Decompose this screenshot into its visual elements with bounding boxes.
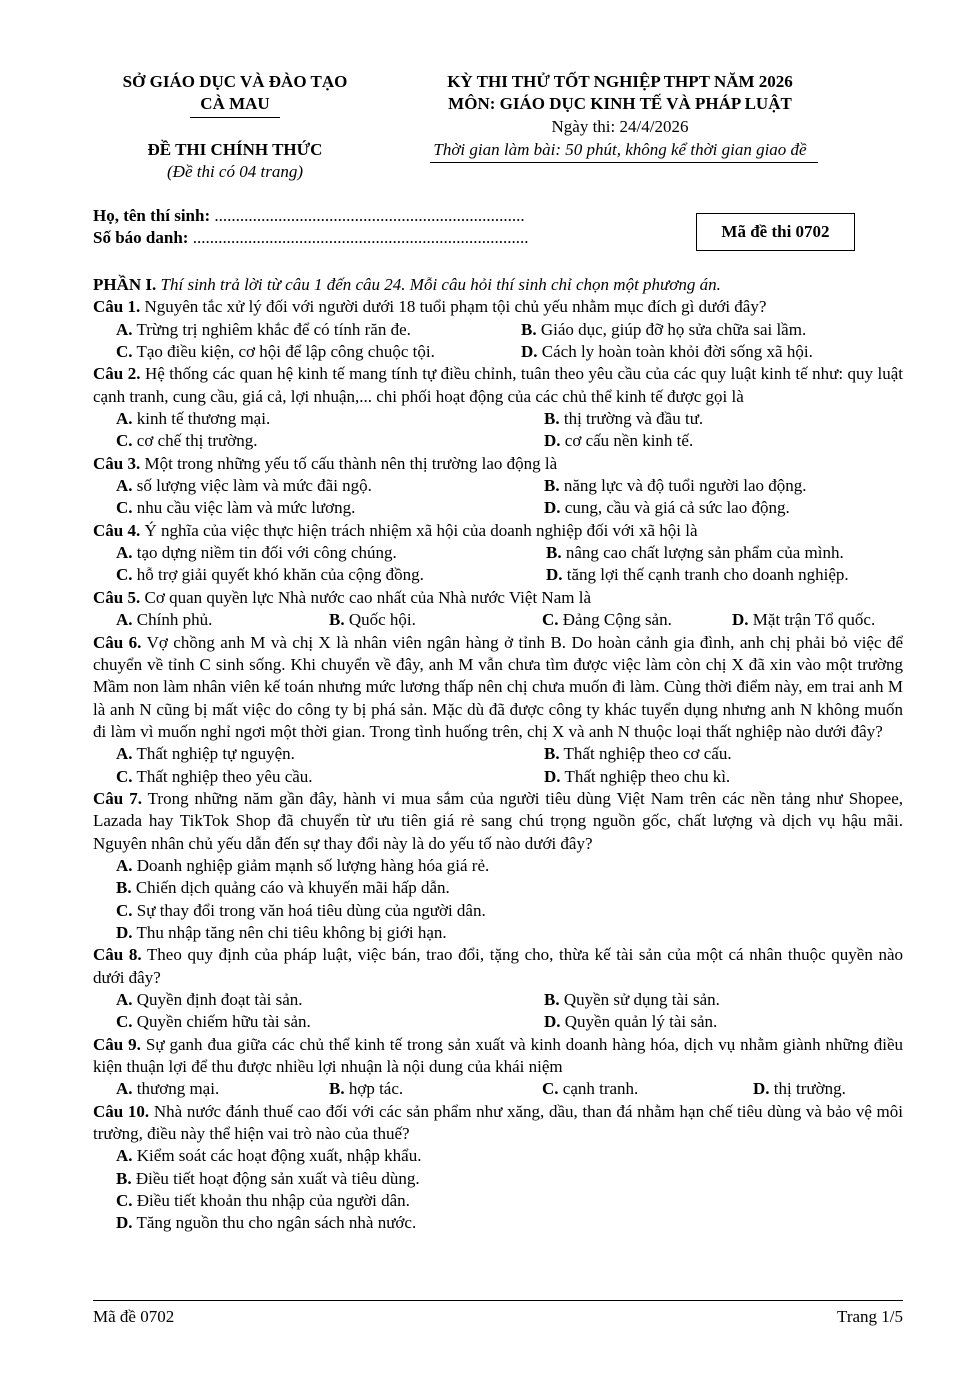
option-c (93, 766, 518, 788)
option-text: nhu cầu việc làm và mức lương. (132, 498, 356, 518)
option-text: cung, cầu và giá cả sức lao động. (560, 498, 790, 518)
question-text: Trong những năm gần đây, hành vi mua sắm của người tiêu dùng Việt Nam trên các nền tảng như Shopee, Lazada hay TikTok Shop đã chuyển từ ưu tiên giá rẻ sang chú trọng nguồn gốc, chất lượng và dịch vụ hậu mãi. Nguyên nhân chủ yếu dẫn đến sự thay đổi này là do yếu tố nào dưới đây? (93, 788, 903, 853)
option-letter: A. (116, 990, 133, 1009)
option-letter: D. (546, 565, 563, 585)
option-text: Thất nghiệp theo yêu cầu. (132, 766, 313, 786)
header-left-rule (190, 117, 280, 118)
exam-date: Ngày thi: 24/4/2026 (551, 117, 689, 136)
options-grid (93, 475, 903, 520)
option-text: kinh tế thương mại. (132, 409, 271, 429)
question-4 (93, 520, 903, 542)
option-d (518, 564, 903, 586)
options-grid (93, 989, 903, 1034)
option-text: Quyền sử dụng tài sản. (559, 990, 720, 1009)
options-grid (93, 408, 903, 453)
question-label: Câu 8. (93, 945, 142, 965)
option-d (518, 497, 903, 519)
option-letter: C. (116, 1191, 133, 1211)
question-text: Vợ chồng anh M và chị X là nhân viên ngân hàng ở tỉnh B. Do hoàn cảnh gia đình, anh chị phải bỏ việc để chuyển về tỉnh C sinh sống. Khi chuyển về đây, anh M vẫn chưa tìm được việc làm còn chị X đã xin vào một trường Mầm non làm nhân viên kế toán nhưng mức lương thấp nên chị chưa muốn đi làm. Cùng thời điểm này, em trai anh M là anh N cũng bị mất việc do công ty bị phá sản. Mặc dù đã được công ty khác tuyển dụng nhưng anh N không muốn đi làm vì muốn nghỉ ngơi một thời gian. Trong tình huống trên, chị X và anh N thuộc loại thất nghiệp nào dưới đây? (93, 632, 903, 741)
option-text: Giáo dục, giúp đỡ họ sửa chữa sai lầm. (536, 319, 807, 339)
option-letter: A. (116, 319, 133, 339)
option-letter: C. (116, 342, 133, 362)
option-text: nâng cao chất lượng sản phẩm của mình. (561, 543, 844, 563)
option-a (93, 1145, 903, 1167)
option-d (518, 766, 903, 788)
option-c (93, 430, 518, 452)
option-text: Tạo điều kiện, cơ hội để lập công chuộc tội. (132, 342, 435, 362)
option-text: Thất nghiệp theo cơ cấu. (559, 744, 732, 764)
option-letter: D. (753, 1079, 770, 1099)
options-grid (93, 542, 903, 587)
option-letter: B. (521, 319, 537, 339)
option-a (93, 408, 518, 430)
part-instruction (93, 274, 903, 296)
option-text: Quốc hội. (344, 610, 416, 630)
option-b (518, 542, 903, 564)
option-letter: A. (116, 409, 133, 429)
footer-rule (93, 1300, 903, 1301)
option-letter: D. (544, 1012, 561, 1032)
header-right-rule (430, 162, 818, 163)
candidate-name-label: Họ, tên thí sinh: (93, 206, 211, 225)
candidate-id-label: Số báo danh: (93, 228, 189, 247)
province-name: CÀ MAU (200, 94, 270, 113)
question-9 (93, 1034, 903, 1079)
option-b (306, 1078, 519, 1100)
part-title: PHẦN I. (93, 275, 157, 294)
option-d (518, 341, 903, 363)
option-letter: C. (116, 498, 133, 518)
question-7 (93, 788, 903, 855)
question-text: Cơ quan quyền lực Nhà nước cao nhất của Nhà nước Việt Nam là (140, 587, 591, 607)
official-label: ĐỀ THI CHÍNH THỨC (147, 140, 323, 159)
option-c (93, 341, 518, 363)
option-text: hỗ trợ giải quyết khó khăn của cộng đồng. (132, 565, 424, 585)
question-label: Câu 7. (93, 788, 142, 808)
option-b (518, 319, 903, 341)
option-letter: B. (116, 878, 132, 898)
option-text: Chính phủ. (132, 610, 213, 630)
option-letter: B. (116, 1168, 132, 1188)
option-letter: A. (116, 744, 133, 764)
option-text: Chiến dịch quảng cáo và khuyến mãi hấp dẫn. (131, 878, 450, 898)
question-2 (93, 363, 903, 408)
option-letter: C. (542, 1079, 559, 1099)
option-letter: A. (116, 543, 133, 563)
question-text: Một trong những yếu tố cấu thành nên thị trường lao động là (140, 453, 558, 473)
option-letter: C. (116, 766, 133, 786)
footer-page-number: Trang 1/5 (837, 1307, 903, 1326)
option-letter: D. (521, 342, 538, 362)
option-d (93, 1212, 903, 1234)
option-a (93, 855, 903, 877)
option-b (518, 743, 903, 765)
option-b (306, 609, 519, 631)
question-label: Câu 2. (93, 364, 141, 384)
option-letter: B. (544, 990, 560, 1009)
option-a (93, 319, 518, 341)
option-text: Thất nghiệp theo chu kì. (560, 766, 731, 786)
option-letter: C. (116, 1012, 133, 1032)
option-letter: B. (329, 610, 345, 630)
options-grid (93, 743, 903, 788)
option-c (519, 609, 709, 631)
option-text: Quyền chiếm hữu tài sản. (132, 1012, 311, 1032)
option-d (93, 922, 903, 944)
option-text: Thất nghiệp tự nguyện. (132, 744, 295, 764)
option-text: tăng lợi thế cạnh tranh cho doanh nghiệp. (562, 565, 849, 585)
option-d (709, 1078, 903, 1100)
option-d (518, 1011, 903, 1033)
question-label: Câu 4. (93, 520, 141, 540)
option-text: Quyền định đoạt tài sản. (132, 990, 303, 1009)
option-letter: B. (544, 476, 560, 496)
part-instruction-text: Thí sinh trả lời từ câu 1 đến câu 24. Mỗi câu hỏi thí sinh chỉ chọn một phương án. (156, 275, 721, 294)
option-text: cơ chế thị trường. (132, 431, 258, 451)
question-label: Câu 6. (93, 632, 142, 652)
question-6 (93, 632, 903, 744)
option-text: cạnh tranh. (558, 1079, 639, 1099)
option-c (93, 497, 518, 519)
question-text: Theo quy định của pháp luật, việc bán, trao đổi, tặng cho, thừa kế tài sản của một cá nhân thuộc quyền nào dưới đây? (93, 945, 903, 987)
option-letter: D. (116, 922, 133, 942)
option-a (93, 609, 306, 631)
question-10 (93, 1101, 903, 1146)
question-8 (93, 944, 903, 989)
question-text: Sự ganh đua giữa các chủ thể kinh tế trong sản xuất và kinh doanh hàng hóa, dịch vụ nhằm giành những điều kiện thuận lợi để thu được nhiều lợi nhuận là nội dung của khái niệm (93, 1034, 903, 1077)
option-letter: D. (116, 1213, 133, 1233)
exam-duration: Thời gian làm bài: 50 phút, không kể thời gian giao đề (433, 140, 807, 159)
option-text: Đảng Cộng sản. (558, 610, 672, 630)
option-d (518, 430, 903, 452)
option-letter: B. (544, 409, 560, 429)
option-letter: B. (544, 744, 560, 764)
option-letter: C. (542, 610, 559, 630)
option-text: Điều tiết khoản thu nhập của người dân. (132, 1191, 410, 1211)
question-1 (93, 296, 903, 318)
option-letter: C. (116, 431, 133, 451)
exam-title: KỲ THI THỬ TỐT NGHIỆP THPT NĂM 2026 (447, 72, 793, 91)
option-text: Cách ly hoàn toàn khỏi đời sống xã hội. (537, 342, 813, 362)
option-b (93, 1168, 903, 1190)
option-text: Trừng trị nghiêm khắc để có tính răn đe. (132, 319, 411, 339)
question-5 (93, 587, 903, 609)
option-text: Điều tiết hoạt động sản xuất và tiêu dùng. (131, 1168, 420, 1188)
option-c (93, 564, 518, 586)
option-text: Mặt trận Tổ quốc. (748, 610, 876, 630)
candidate-name-dots: ......................................................................... (210, 206, 525, 225)
candidate-name-field (93, 205, 525, 227)
question-label: Câu 1. (93, 297, 141, 317)
option-b (518, 475, 903, 497)
option-letter: A. (116, 476, 133, 496)
question-text: Nguyên tắc xử lý đối với người dưới 18 tuổi phạm tội chủ yếu nhằm mục đích gì dưới đây? (140, 297, 767, 317)
question-label: Câu 3. (93, 453, 141, 473)
option-b (518, 408, 903, 430)
option-a (93, 989, 518, 1011)
option-text: thị trường và đầu tư. (559, 409, 704, 429)
option-text: Doanh nghiệp giảm mạnh số lượng hàng hóa giá rẻ. (132, 855, 490, 875)
option-letter: D. (544, 498, 561, 518)
option-text: Kiểm soát các hoạt động xuất, nhập khẩu. (132, 1146, 422, 1166)
option-text: hợp tác. (344, 1079, 404, 1099)
option-text: số lượng việc làm và mức đãi ngộ. (132, 476, 372, 496)
option-text: thị trường. (769, 1079, 846, 1099)
option-letter: B. (329, 1079, 345, 1099)
question-label: Câu 9. (93, 1034, 141, 1054)
option-letter: A. (116, 610, 133, 630)
subject-title: MÔN: GIÁO DỤC KINH TẾ VÀ PHÁP LUẬT (448, 94, 792, 113)
footer-exam-code: Mã đề 0702 (93, 1307, 175, 1326)
exam-content (93, 274, 903, 1235)
option-d (709, 609, 903, 631)
option-c (93, 1011, 518, 1033)
option-letter: C. (116, 900, 133, 920)
option-letter: D. (732, 610, 749, 630)
option-a (93, 542, 518, 564)
option-a (93, 1078, 306, 1100)
option-letter: B. (546, 543, 562, 563)
option-letter: A. (116, 1146, 133, 1166)
question-label: Câu 5. (93, 587, 141, 607)
options-grid (93, 319, 903, 364)
candidate-id-dots: ............................................................................... (188, 228, 529, 247)
option-text: tạo dựng niềm tin đối với công chúng. (132, 543, 397, 563)
option-text: năng lực và độ tuổi người lao động. (559, 476, 807, 496)
option-letter: C. (116, 565, 133, 585)
option-text: Thu nhập tăng nên chi tiêu không bị giới hạn. (132, 922, 447, 942)
option-letter: A. (116, 1079, 133, 1099)
option-c (93, 1190, 903, 1212)
question-text: Hệ thống các quan hệ kinh tế mang tính tự điều chỉnh, tuân theo yêu cầu của các quy luật kinh tế như: quy luật cạnh tranh, cung cầu, giá cả, lợi nhuận,... chi phối hoạt động của các chủ thể kinh tế được gọi là (93, 364, 904, 406)
department-name: SỞ GIÁO DỤC VÀ ĐÀO TẠO (122, 72, 348, 91)
option-text: cơ cấu nền kinh tế. (560, 431, 694, 451)
question-label: Câu 10. (93, 1101, 150, 1121)
question-3 (93, 453, 903, 475)
option-letter: A. (116, 855, 133, 875)
option-c (519, 1078, 709, 1100)
option-a (93, 475, 518, 497)
option-c (93, 900, 903, 922)
option-letter: D. (544, 766, 561, 786)
option-letter: D. (544, 431, 561, 451)
option-text: thương mại. (132, 1079, 220, 1099)
option-text: Tăng nguồn thu cho ngân sách nhà nước. (132, 1213, 417, 1233)
question-text: Ý nghĩa của việc thực hiện trách nhiệm xã hội của doanh nghiệp đối với xã hội là (140, 520, 698, 540)
option-text: Quyền quản lý tài sản. (560, 1012, 718, 1032)
option-text: Sự thay đổi trong văn hoá tiêu dùng của người dân. (132, 900, 486, 920)
exam-code-box: Mã đề thi 0702 (696, 213, 855, 251)
candidate-id-field (93, 227, 528, 249)
option-b (518, 989, 903, 1011)
option-b (93, 877, 903, 899)
options-row (93, 1078, 903, 1100)
question-text: Nhà nước đánh thuế cao đối với các sản phẩm như xăng, dầu, than đá nhằm hạn chế tiêu dùng và bảo vệ môi trường, điều này thể hiện vai trò nào của thuế? (93, 1101, 904, 1144)
pages-note: (Đề thi có 04 trang) (167, 162, 303, 181)
options-row (93, 609, 903, 631)
option-a (93, 743, 518, 765)
